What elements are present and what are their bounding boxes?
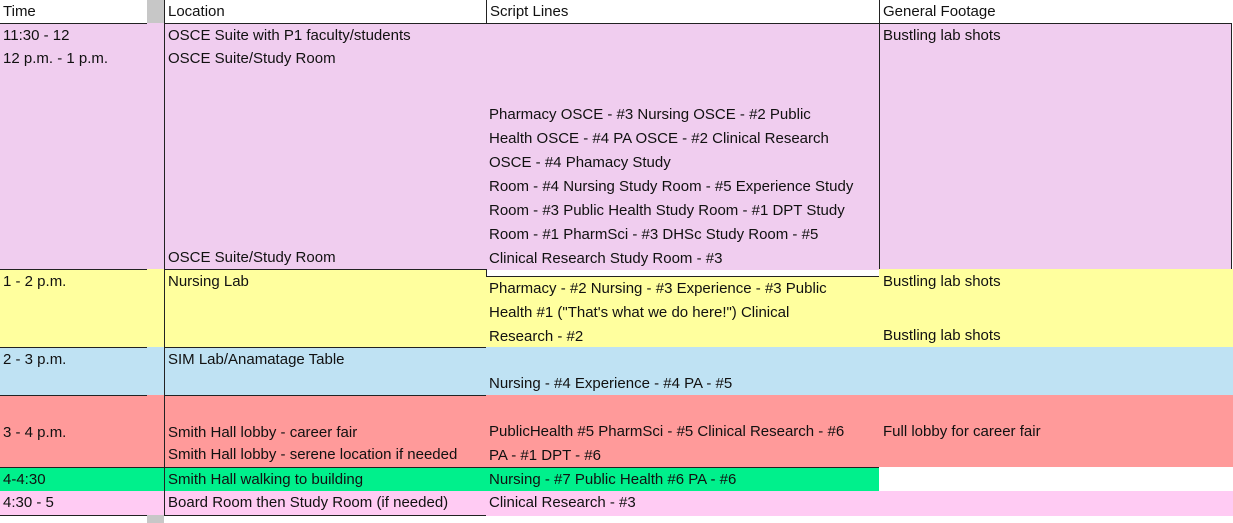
time-cell-r6[interactable]: 2 - 3 p.m.	[0, 347, 147, 372]
location-cell-r7[interactable]: Smith Hall lobby - career fair	[164, 395, 487, 444]
location-text-r3: OSCE Suite/Study Room	[168, 249, 336, 266]
time-cell-r7[interactable]: 3 - 4 p.m.	[0, 395, 147, 444]
time-cell-r1[interactable]: 11:30 - 12	[0, 23, 147, 48]
script-line: Research - #2	[489, 328, 584, 345]
location-cell-r9[interactable]: Smith Hall walking to building	[164, 467, 487, 492]
spacer-cell-r9[interactable]	[147, 467, 164, 492]
script-cell-red[interactable]	[486, 395, 880, 468]
script-line: PA - #1 DPT - #6	[489, 447, 601, 464]
script-cell-r10[interactable]: Clinical Research - #3	[486, 491, 1233, 516]
spacer-cell-r10[interactable]	[147, 491, 164, 516]
spacer-cell-r4[interactable]	[147, 269, 164, 348]
spacer-cell-r7[interactable]	[147, 395, 164, 468]
location-cell-r8[interactable]: Smith Hall lobby - serene location if needed	[164, 443, 487, 468]
footage-text: Bustling lab shots	[883, 327, 1001, 344]
script-line: Health OSCE - #4 PA OSCE - #2 Clinical Research	[489, 130, 829, 147]
selected-column-strip-top	[147, 0, 164, 23]
location-cell-r2[interactable]: OSCE Suite/Study Room	[164, 47, 487, 72]
header-script-lines[interactable]: Script Lines	[486, 0, 879, 24]
footage-cell-r9[interactable]	[879, 467, 1233, 492]
spacer-cell-r1[interactable]	[147, 23, 164, 270]
script-line: Room - #1 PharmSci - #3 DHSc Study Room - #5	[489, 226, 819, 243]
footage-cell-red[interactable]: Full lobby for career fair	[879, 395, 1233, 468]
header-location[interactable]: Location	[164, 0, 486, 24]
footage-text: Bustling lab shots	[883, 273, 1001, 290]
script-cell-blue[interactable]: Nursing - #4 Experience - #4 PA - #5	[486, 347, 880, 396]
location-cell-r6b[interactable]	[164, 371, 487, 396]
script-line: Room - #3 Public Health Study Room - #1 DPT Study	[489, 202, 845, 219]
time-cell-r5[interactable]	[0, 293, 147, 348]
location-cell-r1[interactable]: OSCE Suite with P1 faculty/students	[164, 23, 487, 48]
script-line: Health #1 ("That's what we do here!") Clinical	[489, 304, 790, 321]
selected-column-strip-bottom	[147, 515, 164, 523]
script-line: Pharmacy OSCE - #3 Nursing OSCE - #2 Public	[489, 106, 811, 123]
script-cell-r9[interactable]: Nursing - #7 Public Health #6 PA - #6	[486, 467, 880, 492]
footage-cell-pink[interactable]: Bustling lab shots	[879, 23, 1232, 270]
time-cell-r10[interactable]: 4:30 - 5	[0, 491, 147, 516]
footage-cell-blue[interactable]	[879, 347, 1233, 396]
location-cell-r10[interactable]: Board Room then Study Room (if needed)	[164, 491, 487, 516]
location-cell-r3[interactable]	[164, 71, 487, 270]
script-cell-yellow[interactable]	[486, 276, 880, 348]
script-cell-pink[interactable]	[486, 23, 880, 270]
location-cell-r6[interactable]: SIM Lab/Anamatage Table	[164, 347, 487, 372]
footage-cell-yellow[interactable]	[879, 269, 1233, 348]
header-time[interactable]: Time	[0, 0, 147, 24]
script-line: Clinical Research Study Room - #3	[489, 250, 723, 267]
script-line: Pharmacy - #2 Nursing - #3 Experience - #3 Public	[489, 280, 827, 297]
location-cell-r5[interactable]	[164, 293, 487, 348]
time-cell-r6b[interactable]	[0, 371, 147, 396]
header-general-footage[interactable]: General Footage	[879, 0, 1233, 24]
location-cell-r4[interactable]: Nursing Lab	[164, 269, 487, 294]
script-line: OSCE - #4 Phamacy Study	[489, 154, 671, 171]
time-cell-r4[interactable]: 1 - 2 p.m.	[0, 269, 147, 294]
time-cell-r2[interactable]: 12 p.m. - 1 p.m.	[0, 47, 147, 72]
time-cell-r9[interactable]: 4-4:30	[0, 467, 147, 492]
spacer-cell-r6[interactable]	[147, 347, 164, 396]
script-line: Room - #4 Nursing Study Room - #5 Experience Study	[489, 178, 854, 195]
script-line: PublicHealth #5 PharmSci - #5 Clinical Research - #6	[489, 423, 845, 440]
time-cell-r8[interactable]	[0, 443, 147, 468]
time-cell-r3[interactable]	[0, 71, 147, 270]
